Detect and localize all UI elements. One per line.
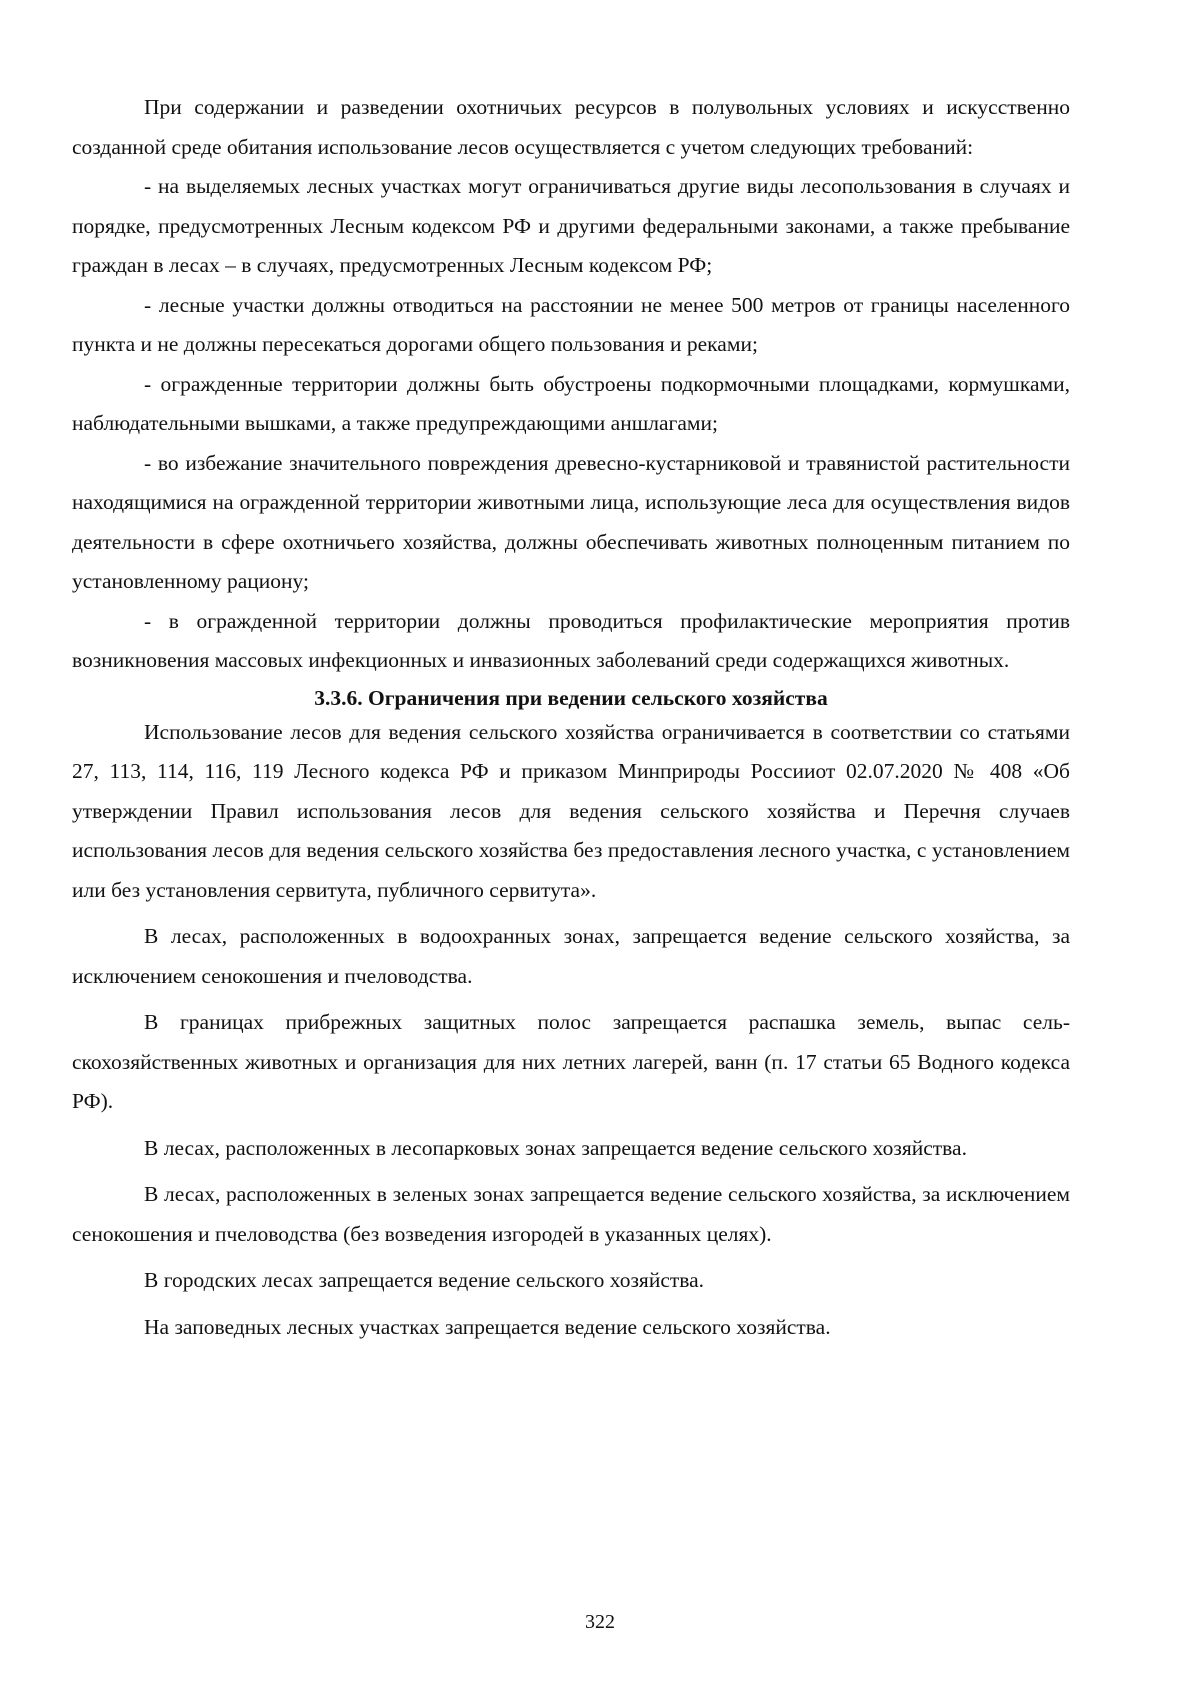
paragraph-forest-park-zones: В лесах, расположенных в лесопарковых зонах запрещается ведение сельского хозяйства. [144,1135,967,1160]
document-body [72,88,1070,1347]
section-heading: 3.3.6. Ограничения при ведении сельского хозяйства [314,685,828,710]
paragraph-protected-forest-plots: На заповедных лесных участках запрещается ведение сельского хозяйства. [144,1314,831,1339]
list-item-restrict-other-uses: - на выделяемых лесных участках могут ограничиваться другие виды лесопользования в случаях и порядке, предусмотренных Лесным кодексом РФ и другими федеральными законами, а также пребывание граждан в лесах – в случаях, предусмотренных Лесным кодексом РФ; [72,174,1070,277]
list-item-animal-feeding: - во избежание значительного повреждения древесно-кустарниковой и травянистой растительности находящимися на огражденной территории животными лица, использующие леса для осуществления видов деятельности в сфере охотничьего хозяйства, должны обеспечивать животных полноценным питанием по установленному рациону; [72,450,1070,593]
page-number: 322 [585,1611,615,1633]
paragraph-agriculture-legal-basis: Использование лесов для ведения сельского хозяйства ограничивается в соответствии со статьями 27, 113, 114, 116, 119 Лесного кодекса РФ и приказом Минприроды Россииот 02.07.2020 № 408 «Об утверждении Правил использования лесов для ведения сельского хозяйства и Перечня случаев использования лесов для ведения сельского хозяйства без предоставления лесного участка, с установлением или без установления сервитута, публичного сервитута». [72,719,1070,902]
paragraph-intro: При содержании и разведении охотничьих ресурсов в полувольных условиях и искусственно созданной среде обитания использование лесов осуществляется с учетом следующих требований: [72,95,1070,159]
paragraph-green-zones: В лесах, расположенных в зеленых зонах запрещается ведение сельского хозяйства, за исключением сенокошения и пчеловодства (без возведения изгородей в указанных целях). [72,1182,1070,1246]
paragraph-coastal-protection-strips: В границах прибрежных защитных полос запрещается распашка земель, выпас сельскохозяйственных животных и организация для них летних лагерей, ванн (п. 17 статьи 65 Водного кодекса РФ). [72,1010,1070,1113]
list-item-disease-prevention: - в огражденной территории должны проводиться профилактические мероприятия против возникновения массовых инфекционных и инвазионных заболеваний среди содержащихся животных. [72,608,1070,672]
list-item-fenced-territory-equipment: - огражденные территории должны быть обустроены подкормочными площадками, кормушками, наблюдательными вышками, а также предупреждающими аншлагами; [72,371,1070,435]
list-item-distance-requirement: - лесные участки должны отводиться на расстоянии не менее 500 метров от границы населенного пункта и не должны пересекаться дорогами общего пользования и реками; [72,292,1070,356]
paragraph-water-protection-zones: В лесах, расположенных в водоохранных зонах, запрещается ведение сельского хозяйства, за исключением сенокошения и пчеловодства. [72,924,1070,988]
paragraph-urban-forests: В городских лесах запрещается ведение сельского хозяйства. [144,1268,705,1292]
